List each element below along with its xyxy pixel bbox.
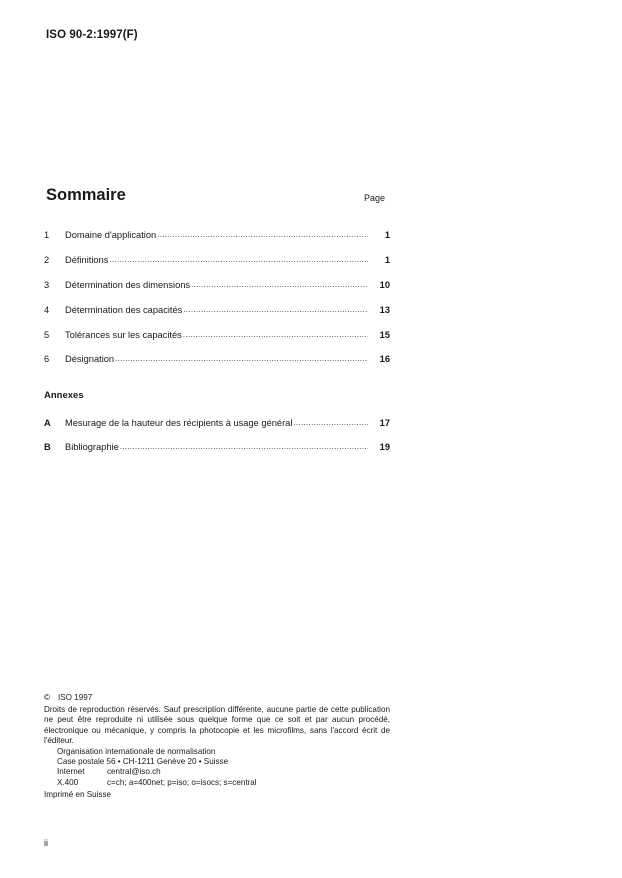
toc-entry-label: Détermination des capacités: [65, 305, 183, 315]
document-identifier: ISO 90-2:1997(F): [46, 29, 138, 41]
toc-entry[interactable]: [44, 303, 390, 317]
copyright-icon: ©: [44, 693, 50, 702]
toc-entry-page: 16: [379, 354, 390, 364]
contact-row: [57, 767, 394, 777]
toc-entry-number: 4: [44, 305, 50, 315]
contact-row: [57, 778, 394, 788]
contact-value[interactable]: central@iso.ch: [107, 767, 161, 777]
annex-entry-letter: A: [44, 418, 51, 428]
toc-entry-label: Domaine d'application: [65, 230, 157, 240]
annex-entry-label: Bibliographie: [65, 442, 119, 452]
postal-address: Case postale 56 • CH-1211 Genève 20 • Suisse: [57, 757, 229, 767]
annex-entry[interactable]: [44, 440, 390, 454]
copyright-line: [44, 693, 394, 703]
contact-key: Internet: [57, 767, 85, 777]
toc-entry-page: 13: [379, 305, 390, 315]
toc-entry-number: 2: [44, 255, 50, 265]
annex-heading: Annexes: [44, 390, 84, 401]
dot-leader: [293, 415, 368, 430]
toc-entry-page: 1: [384, 255, 390, 265]
dot-leader: [191, 277, 368, 292]
printed-in-note: Imprimé en Suisse: [44, 789, 112, 799]
toc-entry[interactable]: [44, 253, 390, 267]
toc-entry-page: 15: [379, 330, 390, 340]
annex-entry[interactable]: [44, 416, 390, 430]
dot-leader: [115, 351, 368, 366]
page-number: ii: [44, 838, 48, 848]
toc-entry-number: 3: [44, 280, 50, 290]
annex-entry-page: 17: [379, 418, 390, 428]
toc-entry[interactable]: [44, 352, 390, 366]
dot-leader: [157, 227, 368, 242]
copyright-block: [44, 693, 394, 800]
toc-page-column-label: Page: [364, 193, 386, 203]
toc-entry[interactable]: [44, 278, 390, 292]
toc-entry-page: 1: [384, 230, 390, 240]
annex-entry-label: Mesurage de la hauteur des récipients à usage général: [65, 418, 293, 428]
annex-entry-page: 19: [379, 442, 390, 452]
toc-entry-number: 6: [44, 354, 50, 364]
dot-leader: [120, 439, 368, 454]
contact-value: c=ch; a=400net; p=iso; o=isocs; s=central: [107, 777, 257, 787]
organisation-name: Organisation internationale de normalisation: [57, 747, 216, 757]
toc-entry-label: Définitions: [65, 255, 109, 265]
dot-leader: [109, 252, 368, 267]
toc-entry-label: Désignation: [65, 354, 115, 364]
toc-entry-label: Tolérances sur les capacités: [65, 330, 182, 340]
toc-title: Sommaire: [46, 186, 126, 204]
annex-entry-letter: B: [44, 442, 51, 452]
toc-entry-label: Détermination des dimensions: [65, 280, 191, 290]
toc-entry[interactable]: [44, 228, 390, 242]
contact-key: X.400: [57, 777, 79, 787]
rights-notice: Droits de reproduction réservés. Sauf prescription différente, aucune partie de cette publication ne peut être reproduite ni utilisée sous quelque forme que ce soit et par aucun procédé, électronique ou mécanique, y compris la photocopie et les microfilms, sans l'accord écrit de l'éditeur.: [44, 705, 390, 745]
dot-leader: [183, 327, 368, 342]
toc-entry-page: 10: [379, 280, 390, 290]
dot-leader: [183, 302, 368, 317]
toc-entry-number: 1: [44, 230, 50, 240]
toc-entry-number: 5: [44, 330, 50, 340]
publisher-address: [57, 747, 394, 788]
toc-entry[interactable]: [44, 328, 390, 342]
copyright-text: ISO 1997: [58, 693, 93, 702]
